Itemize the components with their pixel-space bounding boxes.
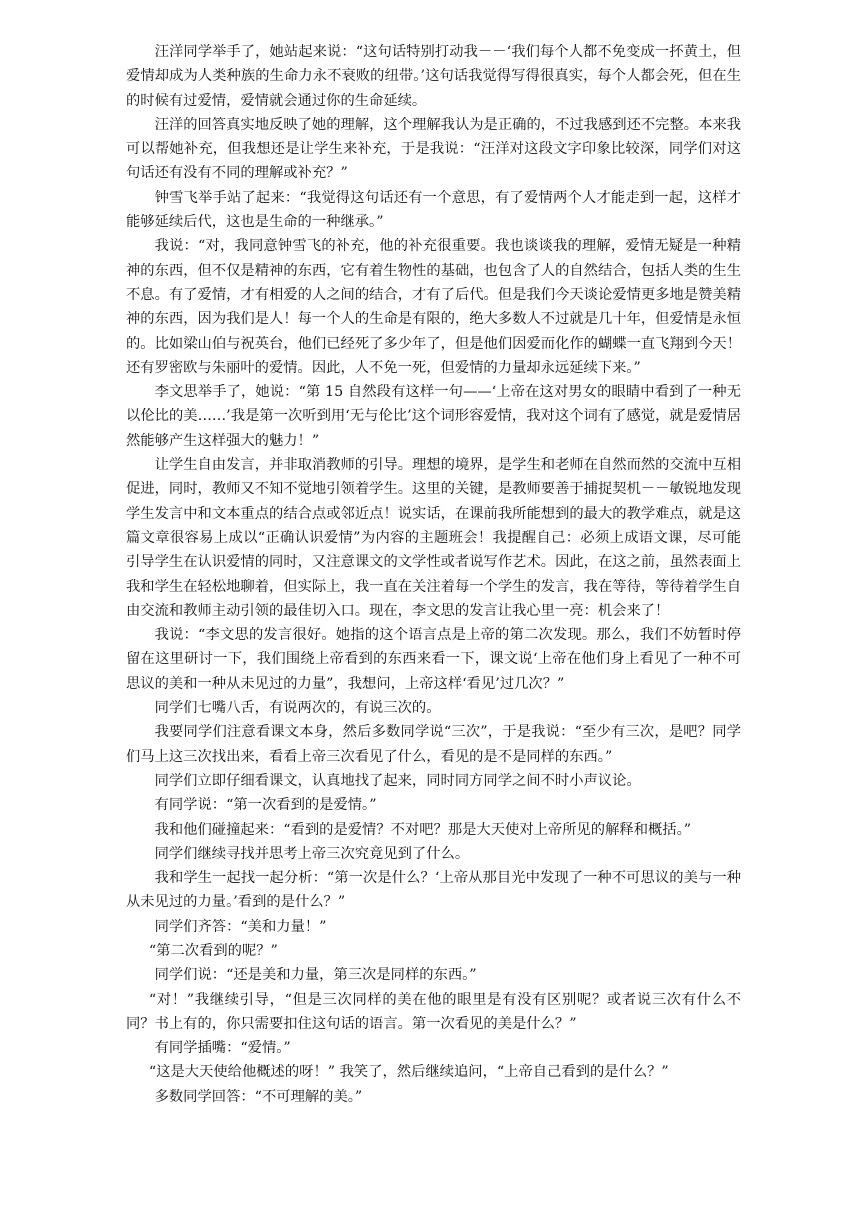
paragraph: “对！”我继续引导，“但是三次同样的美在他的眼里是有没有区别呢？或者说三次有什么不同？书上有的，你只需要扣住这句话的语言。第一次看见的美是什么？”: [126, 991, 741, 1032]
paragraph: 有同学说：“第一次看到的是爱情。”: [154, 797, 377, 814]
paragraph: 同学们立即仔细看课文，认真地找了起来，同时同方同学之间不时小声议论。: [154, 772, 641, 789]
paragraph: 有同学插嘴：“爱情。”: [154, 1040, 291, 1057]
document-body: [126, 40, 741, 1109]
paragraph: 同学们继续寻找并思考上帝三次究竟见到了什么。: [154, 845, 470, 862]
paragraph: 我和他们碰撞起来：“看到的是爱情？不对吧？那是大天使对上帝所见的解释和概括。”: [154, 821, 692, 838]
paragraph: 我和学生一起找一起分析：“第一次是什么？‘上帝从那目光中发现了一种不可思议的美与一种从未见过的力量。’看到的是什么？”: [126, 870, 741, 911]
paragraph: 汪洋同学举手了，她站起来说：“这句话特别打动我－－‘我们每个人都不免变成一抔黄土，但爱情却成为人类种族的生命力永不衰败的纽带。’这句话我觉得写得很真实，每个人都会死，但在生的时候有过爱情，爱情就会通过你的生命延续。: [126, 44, 741, 109]
paragraph: 钟雪飞举手站了起来：“我觉得这句话还有一个意思，有了爱情两个人才能走到一起，这样才能够延续后代，这也是生命的一种继承。”: [126, 189, 741, 231]
paragraph: 我说：“对，我同意钟雪飞的补充，他的补充很重要。我也谈谈我的理解，爱情无疑是一种精神的东西，但不仅是精神的东西，它有着生物性的基础，也包含了人的自然结合，包括人类的生生不息。有了爱情，才有相爱的人之间的结合，才有了后代。但是我们今天谈论爱情更多地是赞美精神的东西，因为我们是人！每一个人的生命是有限的，绝大多数人不过就是几十年，但爱情是永恒的。比如梁山伯与祝英台，他们已经死了多少年了，但是他们因爱而化作的蝴蝶一直飞翔到今天！还有罗密欧与朱丽叶的爱情。因此，人不免一死，但爱情的力量却永远延续下来。”: [126, 238, 741, 376]
paragraph: 多数同学回答：“不可理解的美。”: [154, 1088, 363, 1105]
paragraph: 李文思举手了，她说：“第 15 自然段有这样一句——‘上帝在这对男女的眼睛中看到了一种无以伦比的美……’我是第一次听到用‘无与伦比’这个词形容爱情，我对这个词有了感觉，就是爱情居然能够产生这样强大的魅力！”: [126, 384, 741, 449]
paragraph: 同学们七嘴八舌，有说两次的，有说三次的。: [154, 700, 441, 717]
paragraph: “这是大天使给他概述的呀！” 我笑了，然后继续追问，“上帝自己看到的是什么？”: [148, 1064, 669, 1081]
paragraph: 让学生自由发言，并非取消教师的引导。理想的境界，是学生和老师在自然而然的交流中互相促进，同时，教师又不知不觉地引领着学生。这里的关键，是教师要善于捕捉契机－－敏锐地发现学生发言中和文本重点的结合点或邻近点！说实话，在课前我所能想到的最大的教学难点，就是这篇文章很容易上成以“正确认识爱情”为内容的主题班会！我提醒自己：必须上成语文课，尽可能引导学生在认识爱情的同时，又注意课文的文学性或者说写作艺术。因此，在这之前，虽然表面上我和学生在轻松地聊着，但实际上，我一直在关注着每一个学生的发言，我在等待，等待着学生自由交流和教师主动引领的最佳切入口。现在，李文思的发言让我心里一亮：机会来了！: [126, 457, 741, 619]
paragraph: 汪洋的回答真实地反映了她的理解，这个理解我认为是正确的，不过我感到还不完整。本来我可以帮她补充，但我想还是让学生来补充，于是我说：“汪洋对这段文字印象比较深，同学们对这句话还有没有不同的理解或补充？”: [126, 116, 741, 182]
paragraph: 我说：“李文思的发言很好。她指的这个语言点是上帝的第二次发现。那么，我们不妨暂时停留在这里研讨一下，我们围绕上帝看到的东西来看一下，课文说‘上帝在他们身上看见了一种不可思议的美和一种从未见过的力量”，我想问，上帝这样‘看见’过几次？”: [126, 627, 741, 692]
paragraph: “第二次看到的呢？”: [148, 942, 278, 959]
paragraph: 同学们说：“还是美和力量，第三次是同样的东西。”: [154, 967, 477, 984]
paragraph: 我要同学们注意看课文本身，然后多数同学说“三次”，于是我说：“至少有三次，是吧？同学们马上这三次找出来，看看上帝三次看见了什么，看见的是不是同样的东西。”: [126, 724, 741, 765]
paragraph: 同学们齐答：“美和力量！”: [154, 918, 327, 935]
